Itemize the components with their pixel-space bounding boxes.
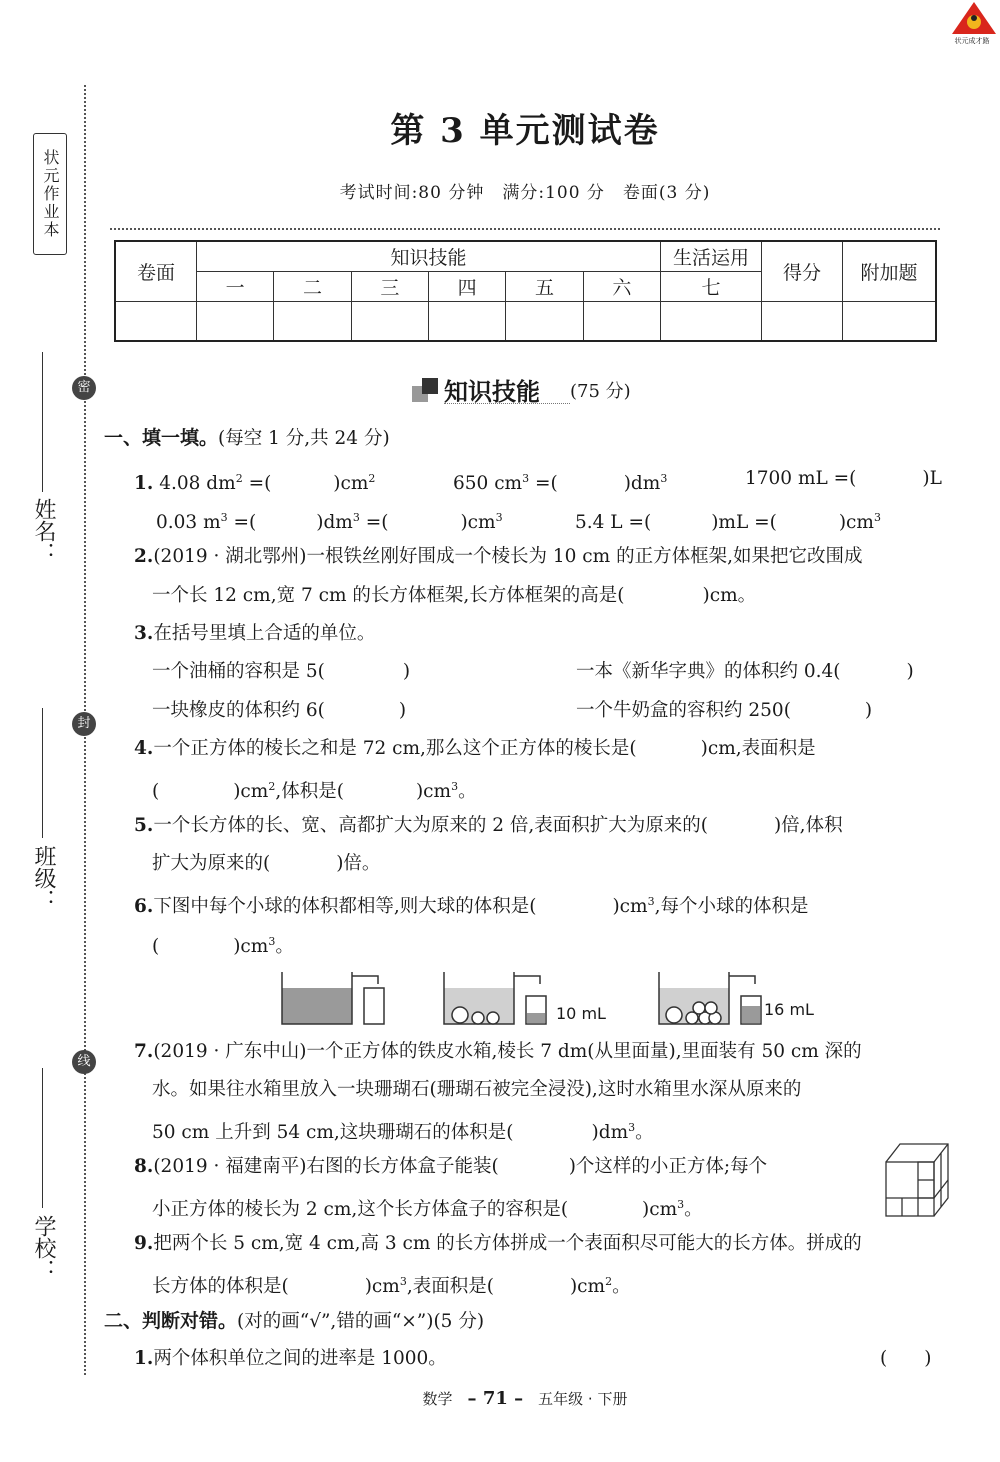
q1-line1-c [745,467,942,491]
q6-end: 。 [275,936,294,958]
q1-b-unit: )dm [623,473,661,495]
section-underline [444,403,570,404]
q7-line3: 50 cm 上升到 54 cm,这块珊瑚石的体积是( )$dm^3$。 [152,1121,654,1144]
q4-line1 [134,737,816,761]
q5-line1 [134,814,843,838]
q3-text: 在括号里填上合适的单位。 [153,623,376,644]
q8-cuboid-figure [882,1136,952,1220]
q6-unit2: )cm [233,936,269,958]
col-7: 七 [661,271,762,301]
page-footer [0,1388,1000,1409]
score-cell[interactable] [351,301,428,341]
q3-d-close: ) [864,700,873,721]
q1-number: 1. [134,473,154,495]
q3-d-text: 一个牛奶盒的容积约 250( [576,700,791,721]
q1-e-mid: )mL =( [711,512,777,534]
col-5: 五 [506,271,583,301]
q4-mid: ,体积是( [275,781,344,803]
col-shenghuo: 生活运用 [661,241,762,271]
q7-number: 7. [134,1041,154,1062]
q4-text1: 一个正方体的棱长之和是 72 cm,那么这个正方体的棱长是( [153,738,637,759]
q1-e-text: 5.4 L =( [575,512,652,534]
footer-grade: 五年级 · 下册 [538,1390,628,1408]
q3-line1 [134,622,375,646]
q3-b [576,660,914,684]
q4-unit2: )cm [415,781,452,803]
q7-unit: )dm [591,1122,629,1144]
q8-text1: (2019 · 福建南平)右图的长方体盒子能装( [153,1156,499,1177]
q6-line2: ( )$cm^3$。 [152,935,294,958]
q9-text2: 长方体的体积是( [152,1276,289,1298]
school-line [42,1068,43,1208]
q1-a-eq: =( [242,473,272,495]
q4-end: 。 [458,781,477,803]
score-cell[interactable] [428,301,505,341]
q9-line1 [134,1232,862,1256]
score-cell[interactable] [274,301,351,341]
q6-text1-end: ,每个小球的体积是 [654,896,809,918]
score-cell[interactable] [115,301,197,341]
q2-number: 2. [134,546,154,567]
col-zhishi: 知识技能 [197,241,661,271]
q9-mid: ,表面积是( [406,1276,494,1298]
score-cell[interactable] [506,301,583,341]
q8-end: 。 [684,1199,703,1221]
section-score: (75 分) [570,381,631,402]
q4-open: ( [152,781,160,803]
logo-text: 状元成才路 [954,37,990,45]
q5-text2-end: )倍。 [336,853,381,874]
col-juanmian: 卷面 [115,241,197,301]
page-number: – 71 – [467,1388,524,1409]
q2-line1 [134,545,862,569]
q3-number: 3. [134,623,154,644]
q1-c-unit: )L [922,468,942,489]
q1-d-eq2: =( [359,512,389,534]
score-cell[interactable] [843,301,937,341]
p2q1-answer-paren[interactable]: ( ) [880,1348,932,1369]
q9-end: 。 [612,1276,631,1298]
q9-number: 9. [134,1233,154,1254]
q3-c [152,699,406,723]
q9-line2: 长方体的体积是( )$cm^3$,表面积是( )$cm^2$。 [152,1275,631,1298]
q6-label-10ml: 10 mL [556,1004,606,1023]
q2-text2: 一个长 12 cm,宽 7 cm 的长方体框架,长方体框架的高是( [152,585,625,606]
q1-line1: 1. 4.08 $dm^2$ =( )$cm^2$ [134,472,376,495]
q2-text1: (2019 · 湖北鄂州)一根铁丝刚好围成一个棱长为 10 cm 的正方体框架,如果把它改围成 [153,546,863,567]
q7-line2 [152,1078,801,1102]
q8-line1 [134,1155,767,1179]
class-line [42,708,43,838]
q1-d-unit2: )cm [460,512,496,534]
q8-text1-end: )个这样的小正方体;每个 [568,1156,768,1177]
q5-number: 5. [134,815,154,836]
q6-number: 6. [134,896,154,918]
q7-text1: (2019 · 广东中山)一个正方体的铁皮水箱,棱长 7 dm(从里面量),里面装有 50 cm 深的 [153,1041,862,1062]
part2-note: (对的画“√”,错的画“×”)(5 分) [237,1311,485,1332]
p2q1-line [134,1347,447,1371]
score-cell[interactable] [661,301,762,341]
p2q1-text: 两个体积单位之间的进率是 1000。 [153,1348,447,1369]
q6-line1: 6.下图中每个小球的体积都相等,则大球的体积是( )$cm^3$,每个小球的体积是 [134,895,809,918]
q5-text1-end: )倍,体积 [773,815,843,836]
q1-line2: 0.03 $m^3$ =( )$dm^3$ =( )$cm^3$ [156,511,503,534]
score-cell[interactable] [197,301,274,341]
score-cell[interactable] [762,301,843,341]
seal-feng: 封 [72,712,96,736]
score-table [114,240,937,342]
q1-b-text: 650 cm [453,473,523,495]
q6-text1: 下图中每个小球的体积都相等,则大球的体积是( [153,896,537,918]
col-2: 二 [274,271,351,301]
q3-d [576,699,872,723]
q1-c-text: 1700 mL =( [745,468,857,489]
q8-unit: )cm [642,1199,678,1221]
section-title: 知识技能 [444,378,540,406]
q7-end: 。 [635,1122,654,1144]
q7-text3: 50 cm 上升到 54 cm,这块珊瑚石的体积是( [152,1122,514,1144]
q9-text1: 把两个长 5 cm,宽 4 cm,高 3 cm 的长方体拼成一个表面积尽可能大的长方体。拼成的 [153,1233,862,1254]
score-cell[interactable] [583,301,660,341]
page-title: 第 3 单元测试卷 [390,111,660,151]
footer-subject: 数学 [422,1390,453,1408]
q3-a-text: 一个油桶的容积是 5( [152,661,325,682]
header-divider [110,228,940,230]
p2q1-number: 1. [134,1348,154,1369]
q1-d-unit: )dm [316,512,353,534]
q1-line1-b: 650 $cm^3$ =( )$dm^3$ [453,472,668,495]
q6-unit1: )cm [612,896,648,918]
q2-text2-end: )cm。 [702,585,757,606]
part1-heading [104,426,390,451]
col-fujia: 附加题 [843,241,937,301]
q5-text1: 一个长方体的长、宽、高都扩大为原来的 2 倍,表面积扩大为原来的( [153,815,708,836]
q1-d-eq: =( [227,512,257,534]
q3-b-close: ) [906,661,914,682]
q8-text2: 小正方体的棱长为 2 cm,这个长方体盒子的容积是( [152,1199,569,1221]
q9-unit2: )cm [569,1276,606,1298]
col-defen: 得分 [762,241,843,301]
q4-line2: ( )$cm^2$,体积是( )$cm^3$。 [152,780,477,803]
q4-text1-end: )cm,表面积是 [700,738,816,759]
section-squares-icon [410,376,440,404]
name-line [42,352,43,492]
q4-unit1: )cm [233,781,269,803]
q5-text2: 扩大为原来的( [152,853,271,874]
q9-unit1: )cm [364,1276,400,1298]
seal-mi: 密 [72,376,96,400]
q8-number: 8. [134,1156,154,1177]
brand-label: 状元作业本 [33,133,67,255]
q6-label-16ml: 16 mL [764,1000,814,1019]
q7-text2: 水。如果往水箱里放入一块珊瑚石(珊瑚石被完全浸没),这时水箱里水深从原来的 [152,1079,802,1100]
col-6: 六 [583,271,660,301]
col-3: 三 [351,271,428,301]
q1-b-eq: =( [529,473,558,495]
q1-d-text: 0.03 m [156,512,221,534]
part1-title: 一、填一填。 [104,427,219,449]
part2-heading [104,1309,484,1334]
q1-e-unit: )cm [838,512,874,534]
q3-a-close: ) [402,661,411,682]
q8-line2: 小正方体的棱长为 2 cm,这个长方体盒子的容积是( )$cm^3$。 [152,1198,703,1221]
q1-line2-e: 5.4 L =( )mL =( )$cm^3$ [575,511,881,534]
q3-c-text: 一块橡皮的体积约 6( [152,700,325,721]
seal-xian: 线 [72,1050,96,1074]
col-4: 四 [428,271,505,301]
exam-info: 考试时间:80 分钟 满分:100 分 卷面(3 分) [339,183,711,203]
part2-title: 二、判断对错。 [104,1310,238,1332]
q2-line2 [152,584,756,608]
col-1: 一 [197,271,274,301]
class-field-label: 班级： [31,845,56,911]
school-field-label: 学校： [31,1215,56,1281]
q6-open: ( [152,936,160,958]
q4-number: 4. [134,738,154,759]
q1-a-text: 4.08 dm [159,473,236,495]
q3-a [152,660,410,684]
part1-note: (每空 1 分,共 24 分) [218,428,390,449]
q7-line1 [134,1040,862,1064]
q5-line2 [152,852,380,876]
q3-c-close: ) [398,700,407,721]
q1-a-unit: )cm [333,473,369,495]
name-field-label: 姓名： [31,498,56,564]
q3-b-text: 一本《新华字典》的体积约 0.4( [576,661,841,682]
